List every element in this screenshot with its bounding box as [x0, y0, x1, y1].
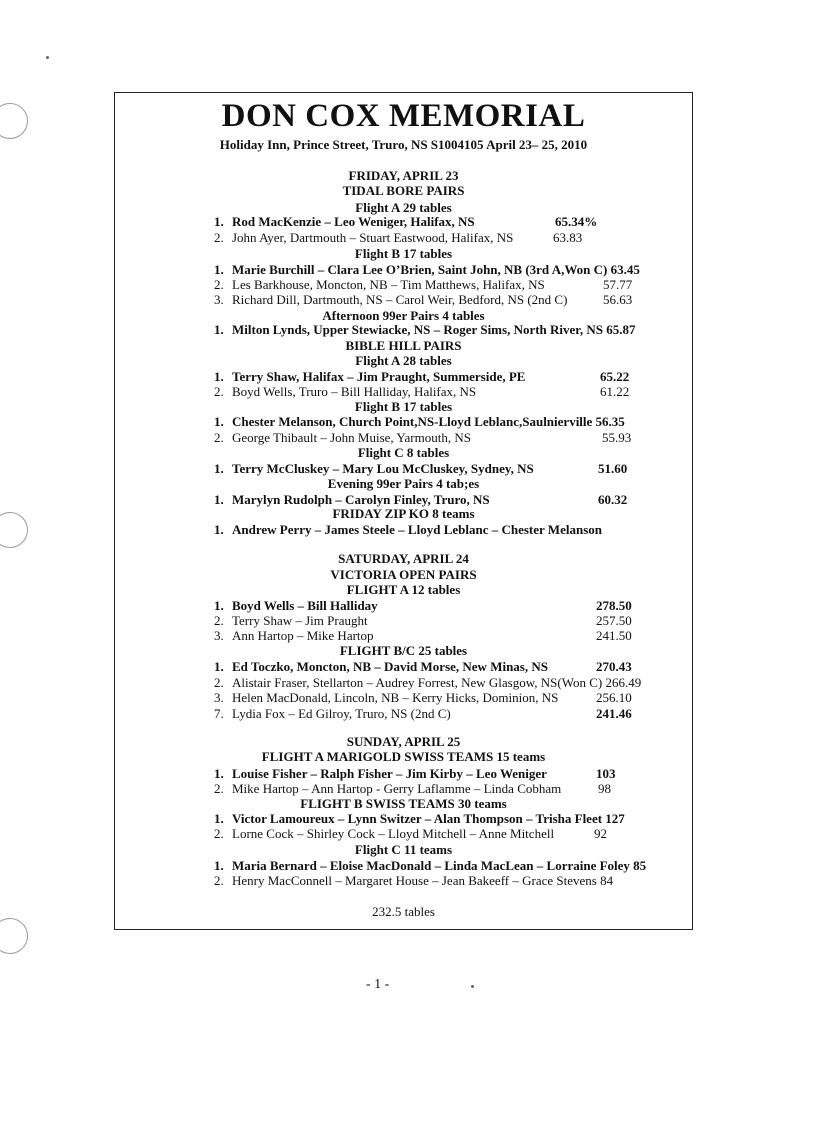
players: Boyd Wells – Bill Halliday: [232, 598, 378, 613]
flight-heading: Flight B 17 tables: [354, 399, 453, 414]
place: 2.: [214, 277, 224, 292]
place: 3.: [214, 628, 224, 643]
players: Lorne Cock – Shirley Cock – Lloyd Mitchell – Anne Mitchell: [232, 826, 555, 841]
score: 51.60: [598, 461, 628, 476]
players: Ann Hartop – Mike Hartop: [232, 628, 374, 643]
players: Rod MacKenzie – Leo Weniger, Halifax, NS: [232, 214, 475, 229]
place: 3.: [214, 292, 224, 307]
players: Lydia Fox – Ed Gilroy, Truro, NS (2nd C): [232, 706, 451, 721]
players: Louise Fisher – Ralph Fisher – Jim Kirby – Leo Weniger: [232, 766, 547, 781]
score: 103: [596, 766, 616, 781]
players: Ed Toczko, Moncton, NB – David Morse, New Minas, NS: [232, 659, 548, 674]
place: 1.: [214, 766, 224, 781]
place: 2.: [214, 873, 224, 888]
place: 1.: [214, 369, 224, 384]
score: 278.50: [596, 598, 632, 613]
players: Helen MacDonald, Lincoln, NB – Kerry Hicks, Dominion, NS: [232, 690, 559, 705]
place: 2.: [214, 826, 224, 841]
players: Terry Shaw – Jim Praught: [232, 613, 368, 628]
score: 60.32: [598, 492, 628, 507]
result-row: [214, 659, 654, 674]
players: Henry MacConnell – Margaret House – Jean Bakeeff – Grace Stevens 84: [232, 873, 614, 888]
event-heading: FLIGHT B SWISS TEAMS 30 teams: [300, 796, 507, 811]
score: 98: [598, 781, 611, 796]
result-row: [214, 766, 654, 781]
flight-heading: Afternoon 99er Pairs 4 tables: [322, 308, 485, 323]
day-heading: SATURDAY, APRIL 24: [338, 551, 469, 566]
result-row: [214, 230, 654, 245]
players: Milton Lynds, Upper Stewiacke, NS – Roger Sims, North River, NS 65.87: [232, 322, 636, 337]
page-title: DON COX MEMORIAL: [221, 98, 586, 134]
result-row: [214, 384, 654, 399]
score: 256.10: [596, 690, 632, 705]
score: 257.50: [596, 613, 632, 628]
place: 1.: [214, 214, 224, 229]
result-row: [214, 492, 654, 507]
players: Terry Shaw, Halifax – Jim Praught, Summerside, PE: [232, 369, 526, 384]
result-row: [214, 706, 654, 721]
score: 92: [594, 826, 607, 841]
place: 2.: [214, 430, 224, 445]
result-row: [214, 522, 654, 537]
score: 55.93: [602, 430, 632, 445]
page-subtitle: Holiday Inn, Prince Street, Truro, NS S1004105 April 23– 25, 2010: [219, 137, 588, 152]
flight-heading: Flight A 28 tables: [355, 353, 452, 368]
place: 2.: [214, 230, 224, 245]
event-heading: BIBLE HILL PAIRS: [345, 338, 462, 353]
players: Alistair Fraser, Stellarton – Audrey Forrest, New Glasgow, NS(Won C) 266.49: [232, 675, 642, 690]
score: 56.63: [603, 292, 633, 307]
punch-hole: [0, 918, 28, 954]
punch-hole: [0, 103, 28, 139]
page-number: - 1 -: [366, 977, 390, 992]
players: Marie Burchill – Clara Lee O’Brien, Saint John, NB (3rd A,Won C) 63.45: [232, 262, 640, 277]
result-row: [214, 430, 654, 445]
result-row: [214, 826, 654, 841]
place: 3.: [214, 690, 224, 705]
players: Chester Melanson, Church Point,NS-Lloyd Leblanc,Saulnierville 56.35: [232, 414, 625, 429]
place: 7.: [214, 706, 224, 721]
event-heading: TIDAL BORE PAIRS: [342, 183, 465, 198]
result-row: [214, 214, 654, 229]
punch-hole: [0, 512, 28, 548]
players: Maria Bernard – Eloise MacDonald – Linda MacLean – Lorraine Foley 85: [232, 858, 647, 873]
result-row: [214, 675, 654, 690]
total-tables: 232.5 tables: [372, 904, 435, 919]
score: 61.22: [600, 384, 630, 399]
scan-speck: [46, 56, 49, 59]
result-row: [214, 598, 654, 613]
players: Victor Lamoureux – Lynn Switzer – Alan Thompson – Trisha Fleet 127: [232, 811, 625, 826]
result-row: [214, 369, 654, 384]
result-row: [214, 873, 654, 888]
score: 63.83: [553, 230, 583, 245]
flight-heading: Flight C 11 teams: [354, 842, 453, 857]
result-row: [214, 858, 654, 873]
event-heading: FLIGHT A MARIGOLD SWISS TEAMS 15 teams: [261, 749, 546, 764]
place: 1.: [214, 659, 224, 674]
place: 2.: [214, 675, 224, 690]
result-row: [214, 262, 654, 277]
players: Andrew Perry – James Steele – Lloyd Leblanc – Chester Melanson: [232, 522, 602, 537]
scan-speck: [471, 985, 474, 988]
score: 241.46: [596, 706, 632, 721]
place: 2.: [214, 781, 224, 796]
day-heading: FRIDAY, APRIL 23: [348, 168, 459, 183]
place: 2.: [214, 384, 224, 399]
place: 1.: [214, 414, 224, 429]
result-row: [214, 781, 654, 796]
players: Boyd Wells, Truro – Bill Halliday, Halifax, NS: [232, 384, 477, 399]
place: 1.: [214, 322, 224, 337]
place: 1.: [214, 598, 224, 613]
players: Marylyn Rudolph – Carolyn Finley, Truro, NS: [232, 492, 490, 507]
flight-heading: Evening 99er Pairs 4 tab;es: [327, 476, 480, 491]
players: Les Barkhouse, Moncton, NB – Tim Matthews, Halifax, NS: [232, 277, 545, 292]
flight-heading: FLIGHT B/C 25 tables: [339, 643, 468, 658]
day-heading: SUNDAY, APRIL 25: [346, 734, 461, 749]
players: Mike Hartop – Ann Hartop - Gerry Laflamme – Linda Cobham: [232, 781, 562, 796]
place: 1.: [214, 262, 224, 277]
result-row: [214, 628, 654, 643]
flight-heading: Flight C 8 tables: [357, 445, 450, 460]
result-row: [214, 613, 654, 628]
place: 1.: [214, 461, 224, 476]
place: 1.: [214, 858, 224, 873]
place: 1.: [214, 811, 224, 826]
place: 1.: [214, 492, 224, 507]
players: John Ayer, Dartmouth – Stuart Eastwood, Halifax, NS: [232, 230, 514, 245]
result-row: [214, 461, 654, 476]
flight-heading: Flight A 29 tables: [355, 200, 452, 215]
result-row: [214, 690, 654, 705]
players: George Thibault – John Muise, Yarmouth, NS: [232, 430, 471, 445]
result-row: [214, 414, 654, 429]
flight-heading: Flight B 17 tables: [354, 246, 453, 261]
score: 65.34%: [555, 214, 598, 229]
result-row: [214, 811, 654, 826]
event-heading: VICTORIA OPEN PAIRS: [330, 567, 477, 582]
players: Richard Dill, Dartmouth, NS – Carol Weir, Bedford, NS (2nd C): [232, 292, 568, 307]
event-heading: FRIDAY ZIP KO 8 teams: [332, 506, 475, 521]
result-row: [214, 292, 654, 307]
place: 1.: [214, 522, 224, 537]
score: 270.43: [596, 659, 632, 674]
score: 241.50: [596, 628, 632, 643]
score: 65.22: [600, 369, 630, 384]
place: 2.: [214, 613, 224, 628]
result-row: [214, 322, 654, 337]
players: Terry McCluskey – Mary Lou McCluskey, Sydney, NS: [232, 461, 534, 476]
score: 57.77: [603, 277, 633, 292]
flight-heading: FLIGHT A 12 tables: [346, 582, 461, 597]
result-row: [214, 277, 654, 292]
